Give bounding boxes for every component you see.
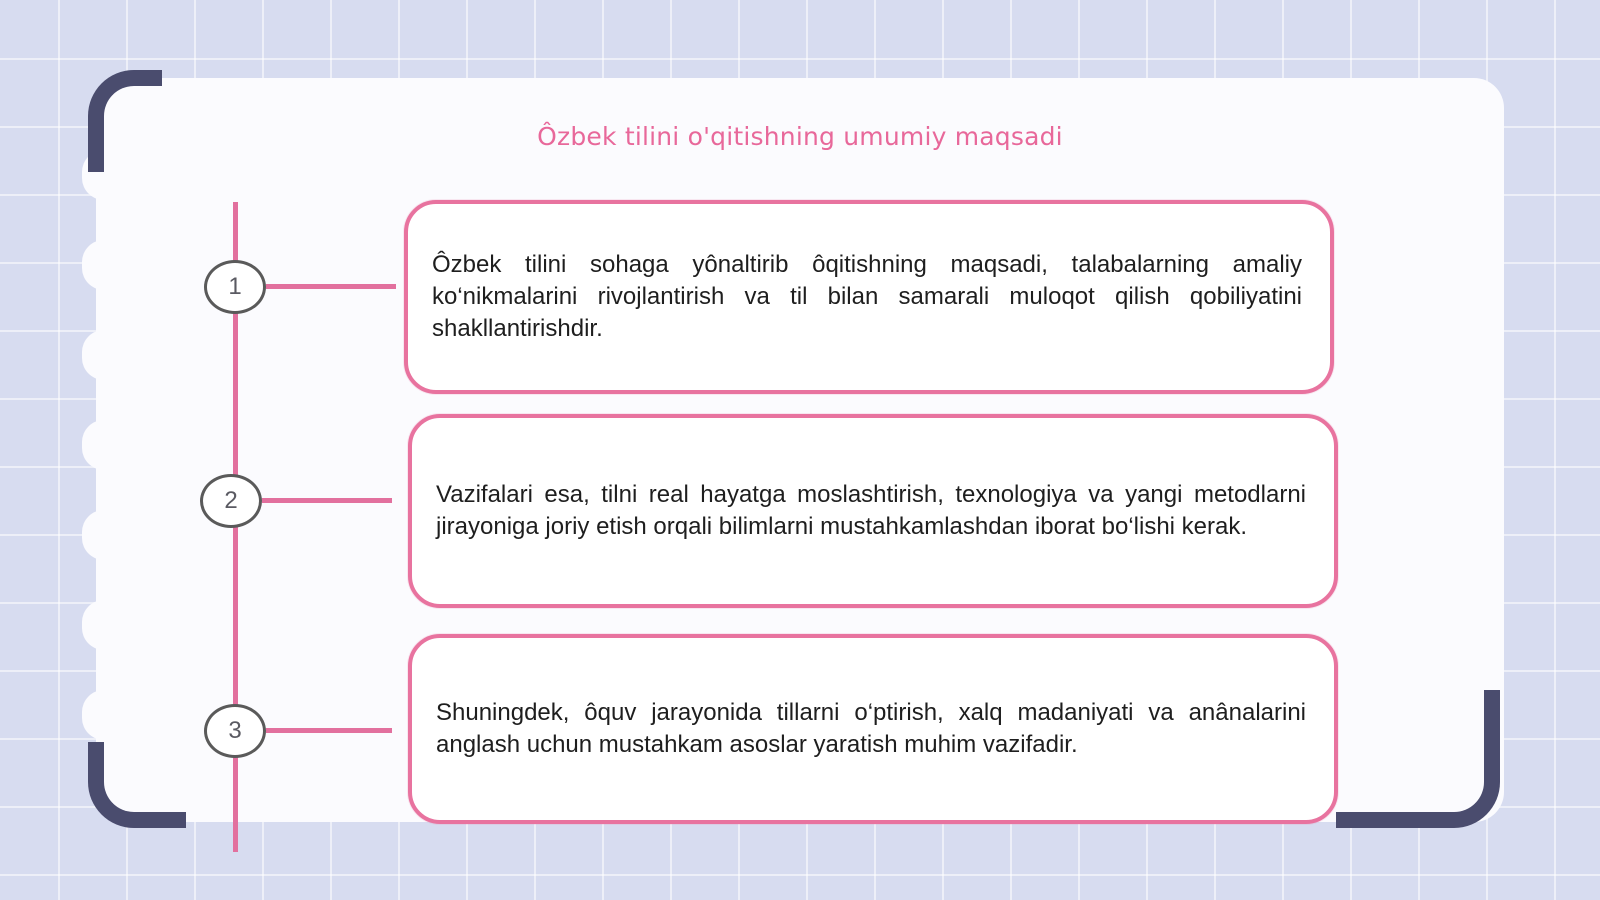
binder-tab — [82, 330, 126, 380]
timeline-connector — [266, 284, 396, 289]
corner-bracket-top-left — [88, 70, 162, 172]
step-text-2: Vazifalari esa, tilni real hayatga moslashtirish, texnologiya va yangi metodlarni jirayoniga joriy etish orqali bilimlarni mustahkamlashdan iborat bo‘lishi kerak. — [436, 481, 1306, 540]
step-text-3: Shuningdek, ôquv jarayonida tillarni o‘ptirish, xalq madaniyati va anânalarini anglash uchun mustahkam asoslar yaratish muhim vazifadir. — [436, 699, 1306, 758]
step-number-3: 3 — [204, 704, 266, 758]
timeline-connector — [262, 498, 392, 503]
step-box-3 — [408, 634, 1338, 824]
step-number-1: 1 — [204, 260, 266, 314]
binder-tab — [82, 240, 126, 290]
step-text-1: Ôzbek tilini sohaga yônaltirib ôqitishning maqsadi, talabalarning amaliy ko‘nikmalarini rivojlantirish va til bilan samarali muloqot qilish qobiliyatini shakllantirishdir. — [432, 251, 1302, 342]
step-number-2: 2 — [200, 474, 262, 528]
timeline-connector — [266, 728, 392, 733]
binder-tab — [82, 690, 126, 740]
binder-tab — [82, 420, 126, 470]
binder-tab — [82, 600, 126, 650]
step-box-2 — [408, 414, 1338, 608]
step-box-1 — [404, 200, 1334, 394]
corner-bracket-bottom-left — [88, 742, 186, 828]
slide-title: Ôzbek tilini o'qitishning umumiy maqsadi — [537, 122, 1063, 151]
corner-bracket-bottom-right — [1336, 690, 1500, 828]
binder-tab — [82, 510, 126, 560]
